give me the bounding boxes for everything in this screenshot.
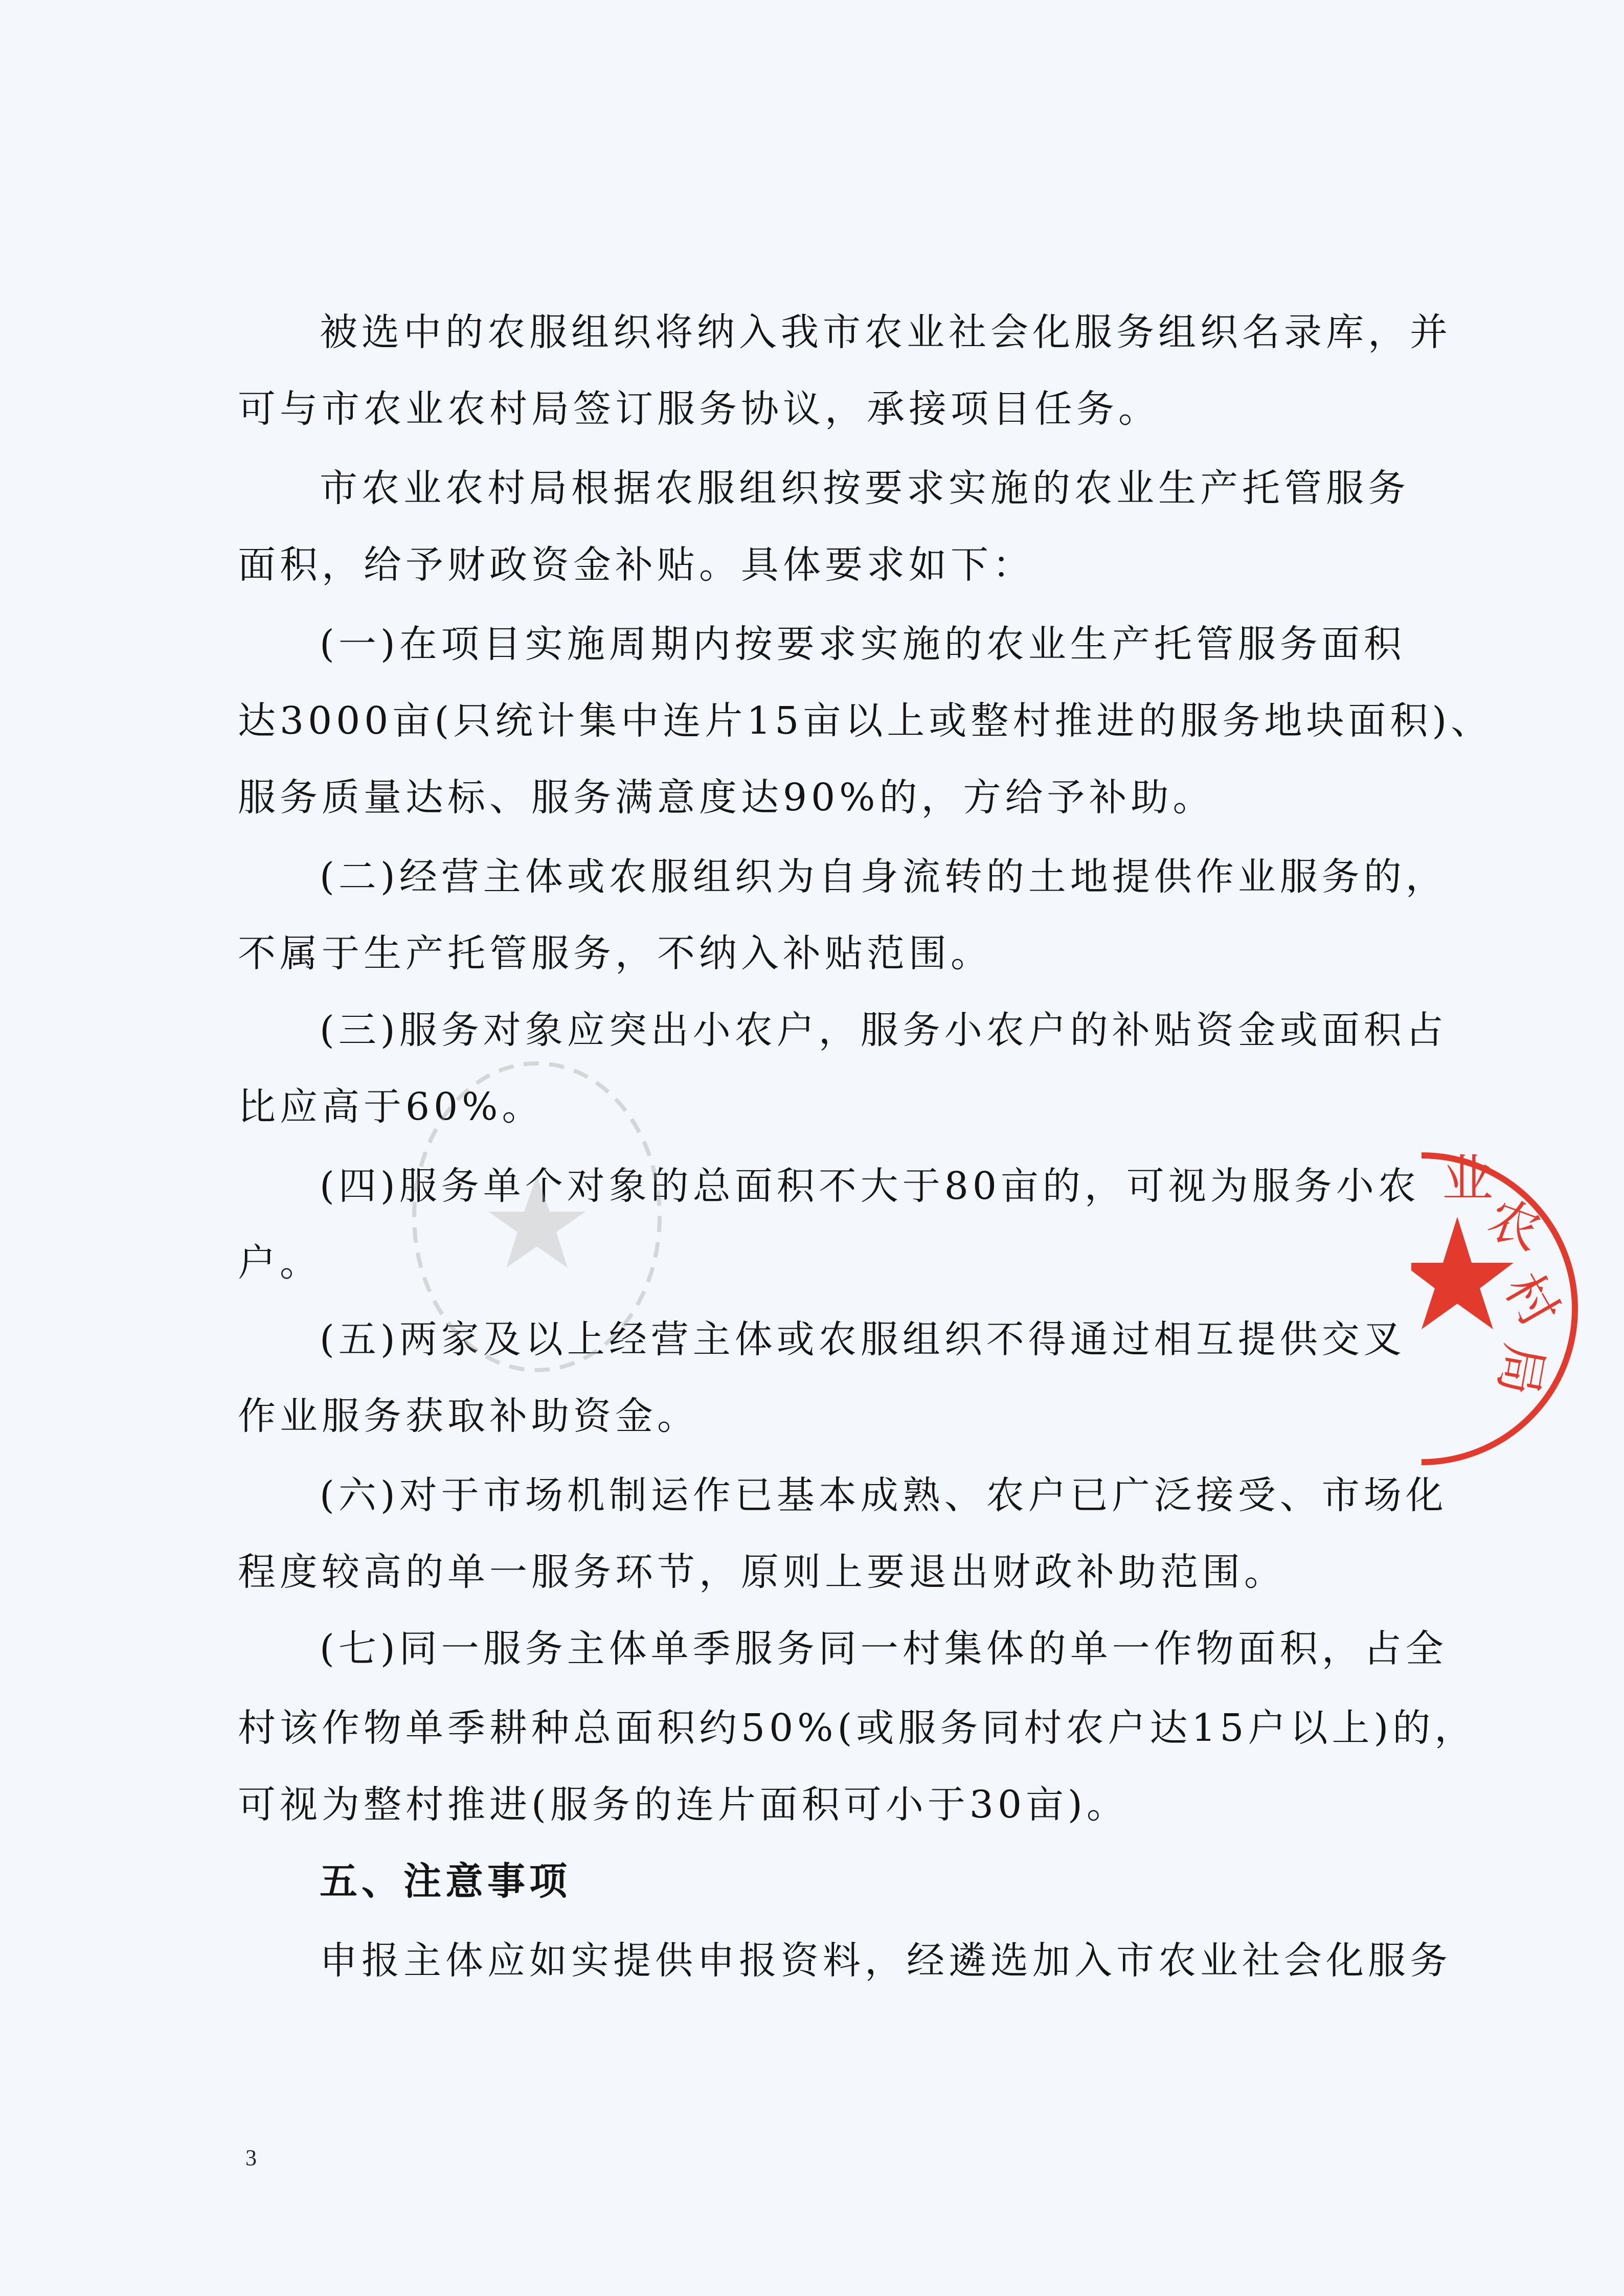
text-line: 面积，给予财政资金补贴。具体要求如下： (238, 543, 1034, 587)
official-seal-icon (1411, 1135, 1624, 1483)
section-heading: 五、注意事项 (320, 1859, 571, 1903)
svg-text:局: 局 (1487, 1339, 1555, 1400)
text-line: 市农业农村局根据农服组织按要求实施的农业生产托管服务 (320, 466, 1410, 510)
text-line: 服务质量达标、服务满意度达90%的，方给予补助。 (238, 776, 1215, 820)
text-line: 比应高于60%。 (238, 1085, 544, 1129)
text-line: 程度较高的单一服务环节，原则上要退出财政补助范围。 (238, 1550, 1286, 1594)
svg-text:农: 农 (1480, 1188, 1549, 1262)
text-line: (五)两家及以上经营主体或农服组织不得通过相互提供交叉 (320, 1317, 1406, 1361)
text-line: (三)服务对象应突出小农户，服务小农户的补贴资金或面积占 (320, 1008, 1448, 1052)
text-line: 户。 (238, 1241, 322, 1285)
text-line: 达3000亩(只统计集中连片15亩以上或整村推进的服务地块面积)、 (238, 699, 1493, 743)
text-line: 可与市农业农村局签订服务协议，承接项目任务。 (238, 387, 1160, 431)
text-line: (四)服务单个对象的总面积不大于80亩的，可视为服务小农 (320, 1164, 1420, 1208)
text-line: 申报主体应如实提供申报资料，经遴选加入市农业社会化服务 (320, 1939, 1452, 1983)
page-number: 3 (245, 2145, 257, 2170)
text-line: 不属于生产托管服务，不纳入补贴范围。 (238, 931, 993, 975)
text-line: 可视为整村推进(服务的连片面积可小于30亩)。 (238, 1783, 1129, 1827)
text-line: 作业服务获取补助资金。 (238, 1394, 699, 1438)
text-line: (七)同一服务主体单季服务同一村集体的单一作物面积，占全 (320, 1627, 1448, 1671)
text-line: 被选中的农服组织将纳入我市农业社会化服务组织名录库，并 (320, 310, 1452, 354)
text-line: (一)在项目实施周期内按要求实施的农业生产托管服务面积 (320, 622, 1406, 666)
svg-text:村: 村 (1493, 1263, 1570, 1337)
seal-char-1: 业 (1442, 1149, 1493, 1209)
text-line: (二)经营主体或农服组织为自身流转的土地提供作业服务的， (320, 855, 1448, 899)
text-line: (六)对于市场机制运作已基本成熟、农户已广泛接受、市场化 (320, 1473, 1448, 1517)
text-line: 村该作物单季耕种总面积约50%(或服务同村农户达15户以上)的， (238, 1706, 1477, 1750)
faded-seal-icon (404, 1048, 670, 1385)
